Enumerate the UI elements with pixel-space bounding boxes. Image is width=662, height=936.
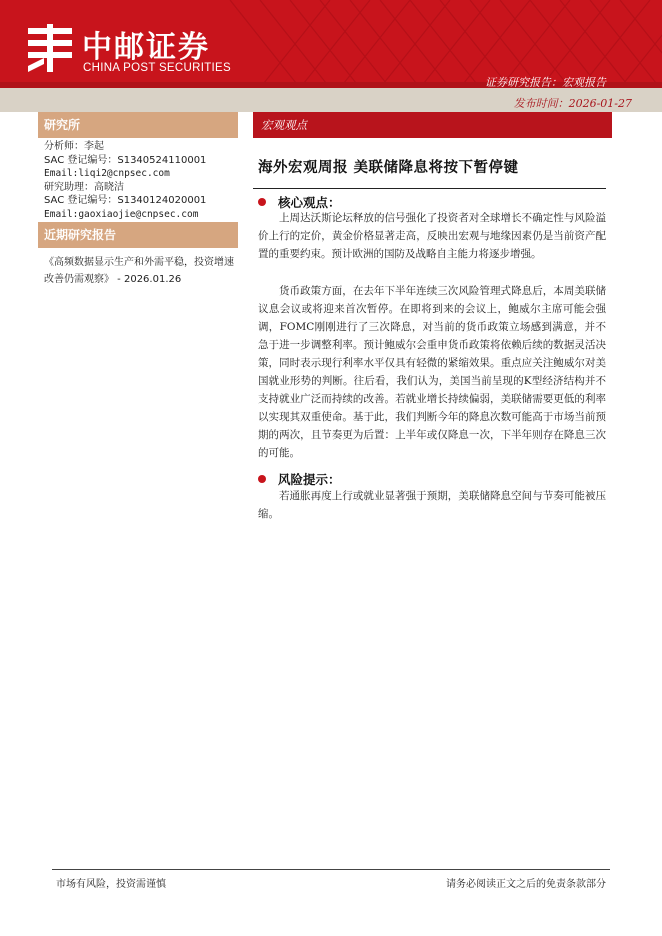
analyst-info xyxy=(44,140,206,221)
analyst-name: 分析师：李起 xyxy=(44,141,104,152)
report-title: 海外宏观周报 美联储降息将按下暂停键 xyxy=(258,159,519,176)
assistant-name: 研究助理：高晓洁 xyxy=(44,181,124,193)
report-header xyxy=(0,0,662,88)
sidebar-recent-reports-heading: 近期研究报告 xyxy=(38,222,238,248)
risk-heading xyxy=(258,470,341,488)
section-label-bar: 宏观观点 xyxy=(253,112,612,138)
report-type-label: 证券研究报告：宏观报告 xyxy=(485,76,606,88)
core-paragraph-2: 货币政策方面，在去年下半年连续三次风险管理式降息后，本周美联储议息会议或将迎来首次暂停。在即将到来的会议上，鲍威尔主席可能会强调，FOMC刚刚进行了三次降息，对当前的货币政策立场感到满意，并不急于进一步调整利率。预计鲍威尔会重申货币政策将依赖后续的数据灵活决策，同时表示现行利率水平仅具有轻微的紧缩效果。重点应关注鲍威尔对美国就业形势的判断。往后看，我们认为，美国当前呈现的K型经济结构并不支持就业广泛而持续的改善。若就业增长持续偏弱，美联储需要更低的利率以实现其双重使命。基于此，我们判断今年的降息次数可能高于市场当前预期的两次，且节奏更为后置：上半年或仅降息一次，下半年则存在降息三次的可能。 xyxy=(258,285,606,459)
risk-paragraph: 若通胀再度上行或就业显著强于预期，美联储降息空间与节奏可能被压缩。 xyxy=(258,490,606,520)
footer-risk-note: 市场有风险，投资需谨慎 xyxy=(56,879,166,890)
footer-divider xyxy=(52,869,610,870)
assistant-sac-number: SAC 登记编号：S1340124020001 xyxy=(44,195,207,206)
core-view-heading-text: 核心观点： xyxy=(278,195,341,210)
analyst-sac-number: SAC 登记编号：S1340524110001 xyxy=(44,154,207,166)
title-divider xyxy=(253,188,606,189)
assistant-email[interactable]: Email:gaoxiaojie@cnpsec.com xyxy=(44,208,199,220)
china-post-logo-icon xyxy=(24,22,76,74)
footer-disclaimer-note: 请务必阅读正文之后的免责条款部分 xyxy=(446,879,606,890)
sidebar-institute-heading: 研究所 xyxy=(38,112,238,138)
bullet-dot-icon xyxy=(258,198,266,206)
risk-heading-text: 风险提示： xyxy=(278,472,341,487)
recent-report-link[interactable]: 《高频数据显示生产和外需平稳，投资增速改善仍需观察》 - 2026.01.26 xyxy=(44,257,234,285)
bullet-dot-icon xyxy=(258,475,266,483)
brand-name-chinese: 中邮证券 xyxy=(82,30,210,65)
analyst-email[interactable]: Email:liqi2@cnpsec.com xyxy=(44,168,170,179)
core-paragraph-1: 上周达沃斯论坛释放的信号强化了投资者对全球增长不确定性与风险溢价上行的定价，黄金价格显著走高，反映出宏观与地缘因素仍是当前资产配置的重要约束。预计欧洲的国防及战略自主能力将逐步增强。 xyxy=(258,212,606,260)
publish-time: 发布时间：2026-01-27 xyxy=(513,97,632,110)
brand-name-english: CHINA POST SECURITIES xyxy=(83,62,231,74)
